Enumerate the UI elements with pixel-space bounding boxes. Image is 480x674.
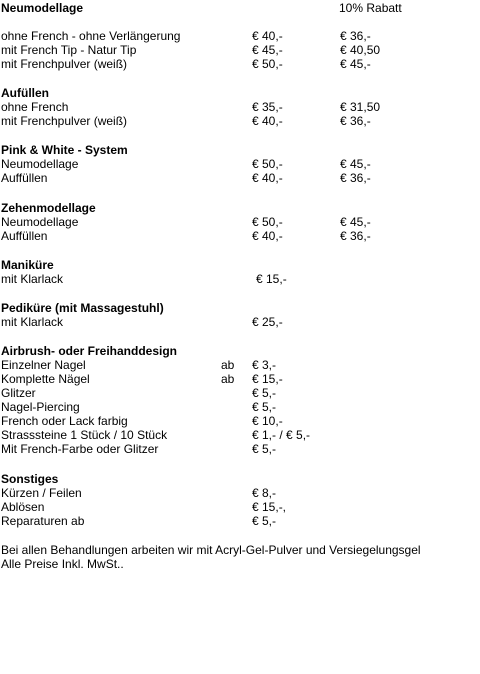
- price-row: ohne French € 35,- € 31,50: [1, 100, 381, 114]
- price-row: Einzelner Nagel ab € 3,-: [1, 358, 277, 372]
- price-row: mit Frenchpulver (weiß) € 40,- € 36,-: [1, 114, 371, 128]
- heading-zehenmodellage: Zehenmodellage: [1, 201, 96, 215]
- heading-neumodellage: Neumodellage: [1, 1, 84, 15]
- heading-pink-white: Pink & White - System: [1, 143, 128, 157]
- heading-sonstiges: Sonstiges: [1, 472, 59, 486]
- footer-tax-note: Alle Preise Inkl. MwSt..: [1, 557, 124, 571]
- heading-pedikuere: Pediküre (mit Massagestuhl): [1, 301, 164, 315]
- price-row: French oder Lack farbig € 10,-: [1, 414, 283, 428]
- price-row: ohne French - ohne Verlängerung € 40,- € 36,-: [1, 29, 371, 43]
- footer-note: Bei allen Behandlungen arbeiten wir mit Acryl-Gel-Pulver und Versiegelungsgel: [1, 543, 421, 557]
- heading-airbrush: Airbrush- oder Freihanddesign: [1, 344, 178, 358]
- price-row: Komplette Nägel ab € 15,-: [1, 372, 283, 386]
- price-row: Neumodellage € 50,- € 45,-: [1, 215, 371, 229]
- price-row: Mit French-Farbe oder Glitzer € 5,-: [1, 442, 277, 456]
- price-row: mit Klarlack € 15,-: [1, 272, 287, 286]
- price-row: Reparaturen ab € 5,-: [1, 514, 277, 528]
- price-row: Kürzen / Feilen € 8,-: [1, 486, 277, 500]
- price-row: mit Klarlack € 25,-: [1, 315, 283, 329]
- price-row: Glitzer € 5,-: [1, 386, 277, 400]
- price-row: mit French Tip - Natur Tip € 45,- € 40,50: [1, 43, 381, 57]
- price-row: Ablösen € 15,-,: [1, 500, 287, 514]
- heading-manikuere: Maniküre: [1, 258, 54, 272]
- discount-column-header: 10% Rabatt: [339, 1, 402, 15]
- price-row: mit Frenchpulver (weiß) € 50,- € 45,-: [1, 57, 371, 71]
- price-row: Strasssteine 1 Stück / 10 Stück € 1,- / € 5,-: [1, 428, 311, 442]
- price-row: Auffüllen € 40,- € 36,-: [1, 171, 371, 185]
- heading-auffuellen: Aufüllen: [1, 86, 49, 100]
- price-row: Nagel-Piercing € 5,-: [1, 400, 277, 414]
- price-row: Neumodellage € 50,- € 45,-: [1, 157, 371, 171]
- price-row: Auffüllen € 40,- € 36,-: [1, 229, 371, 243]
